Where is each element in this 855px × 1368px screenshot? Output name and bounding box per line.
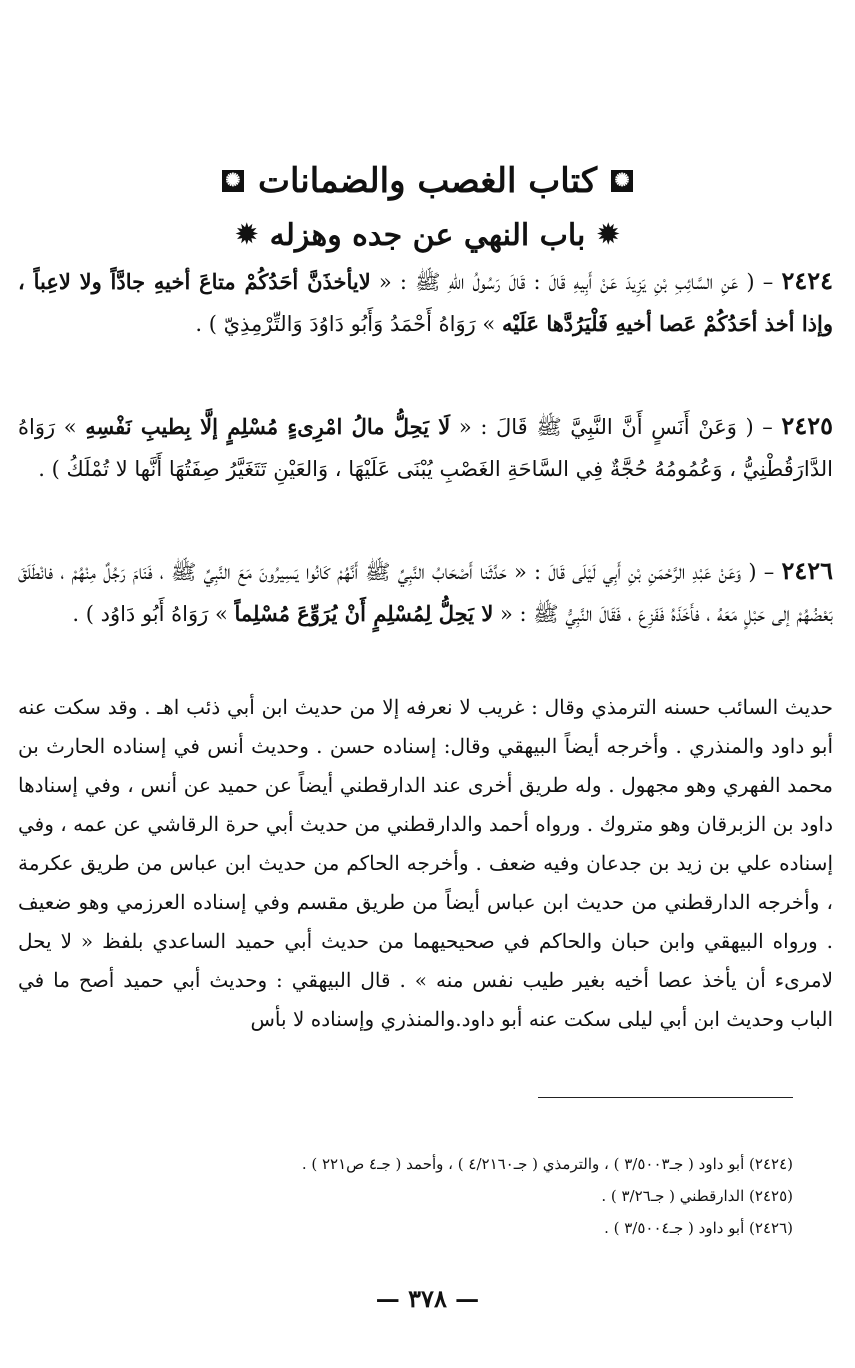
hadith-intro: – ( وَعَنْ أَنَسٍ أَنَّ النَّبِيَّ ﷺ قَالَ : « bbox=[450, 415, 773, 439]
page-number: — ٣٧٨ — bbox=[375, 1284, 480, 1313]
chapter-title: كتاب الغصب والضمانات bbox=[257, 161, 598, 201]
commentary-paragraph: حديث السائب حسنه الترمذي وقال : غريب لا نعرفه إلا من حديث ابن أبي ذئب اهـ . وقد سكت عنه أبو داود والمنذري . وأخرجه أيضاً البيهقي وقال: إسناده حسن . وحديث أنس في إسناده الحارث بن محمد الفهري وهو مجهول . وله طريق أخرى عند الدارقطني أيضاً عن حميد عن أنس ، وفي إسنادها داود بن الزبرقان وهو متروك . ورواه أحمد والدارقطني من حديث أبي حرة الرقاشي عن عمه ، وفي إسناده علي بن زيد بن جدعان وفيه ضعف . وأخرجه الحاكم من حديث ابن عباس من طريق عكرمة ، وأخرجه الدارقطني من حديث ابن عباس أيضاً من طريق مقسم وفي إسناده العرزمي وهو ضعيف . ورواه البيهقي وابن حبان والحاكم في صحيحيهما من حديث أبي حميد الساعدي بلفظ « لا يحل لامرىء أن يأخذ عصا أخيه بغير طيب نفس منه » . قال البيهقي : وحديث أبي حميد أصح ما في الباب وحديث ابن أبي ليلى سكت عنه أبو داود.والمنذري وإسناده لا بأس bbox=[18, 695, 833, 1031]
star-ornament-icon: ✹ bbox=[597, 220, 620, 250]
hadith-outro: » رَوَاهُ الدَّارَقُطْنِيُّ ، وَعُمُومُهُ حُجَّةٌ فِي السَّاحَةِ الغَصْبِ يُبْنَى عَلَيْهَا ، وَالعَيْنِ تَتَغَيَّرُ صِفَتُهَا أَنَّها لا تُمْلَكُ ) . bbox=[18, 415, 833, 481]
footnote: (٢٤٢٤) أبو داود ( جـ٣/٥٠٠٣ ) ، والترمذي ( جـ٤/٢١٦٠ ) ، وأحمد ( جـ٤ ص٢٢١ ) . bbox=[301, 1155, 793, 1173]
hadith-entry bbox=[18, 550, 833, 635]
ornament-icon bbox=[611, 170, 633, 192]
ornament-icon bbox=[222, 170, 244, 192]
hadith-intro: – ( عَنِ السَّائِبِ بْنِ يَزِيدَ عَنْ أَبِيهِ قَالَ : قَالَ رَسُولُ اللهِ ﷺ : « bbox=[370, 270, 774, 294]
chapter-heading bbox=[0, 156, 855, 206]
hadith-number: ٢٤٢٤ bbox=[781, 266, 834, 295]
hadith-quote: لَا يَحِلُّ مالُ امْرِىءٍ مُسْلِمٍ إلَّا بِطيبِ نَفْسِهِ bbox=[85, 414, 451, 439]
hadith-number: ٢٤٢٦ bbox=[781, 556, 833, 585]
footnotes bbox=[63, 1148, 793, 1244]
star-ornament-icon: ✹ bbox=[235, 220, 258, 250]
hadith-outro: » رَوَاهُ أَبُو دَاوُد ) . bbox=[72, 602, 235, 626]
hadith-quote: لايأخذَنَّ أحَدُكُمْ متاعَ أخيهِ جادَّاً ولا لاعِباً ، وإذا أخذ أحَدُكُمْ عَصا أخيهِ فَلْيَرُدَّها عَلَيْه bbox=[18, 269, 833, 336]
footnote: (٢٤٢٦) أبو داود ( جـ٣/٥٠٠٤ ) . bbox=[604, 1219, 793, 1237]
hadith-outro: » رَوَاهُ أَحْمَدُ وَأَبُو دَاوُدَ وَالتِّرْمِذِيّ ) . bbox=[195, 312, 502, 336]
hadith-number: ٢٤٢٥ bbox=[781, 411, 833, 440]
section-heading bbox=[0, 212, 855, 258]
footnote: (٢٤٢٥) الدارقطني ( جـ٣/٢٦ ) . bbox=[601, 1187, 793, 1205]
footnote-divider bbox=[538, 1097, 793, 1098]
hadith-quote: لا يَحِلُّ لِمُسْلِمٍ أَنْ يُرَوِّعَ مُسْلِماً bbox=[234, 601, 494, 626]
hadith-entry bbox=[18, 405, 833, 490]
section-title: باب النهي عن جده وهزله bbox=[269, 217, 586, 253]
hadith-intro: – ( وَعَنْ عَبْدِ الرَّحْمَنِ بْنِ أَبِي لَيْلَى قَالَ : « حَدَّثَنا أَصْحَابُ النَّبِيِّ ﷺ أَنَّهُمْ كَانُوا يَسِيرُونَ مَعَ النَّبِيِّ ﷺ ، فَنَامَ رَجُلٌ مِنْهُمْ ، فانْطَلَقَ بَعْضُهُمْ إلى حَبْلٍ مَعَهُ ، فأَخَذَهُ فَفَزِعَ ، فَقَالَ النَّبِيُّ ﷺ : « bbox=[18, 560, 833, 626]
hadith-entry bbox=[18, 260, 833, 345]
